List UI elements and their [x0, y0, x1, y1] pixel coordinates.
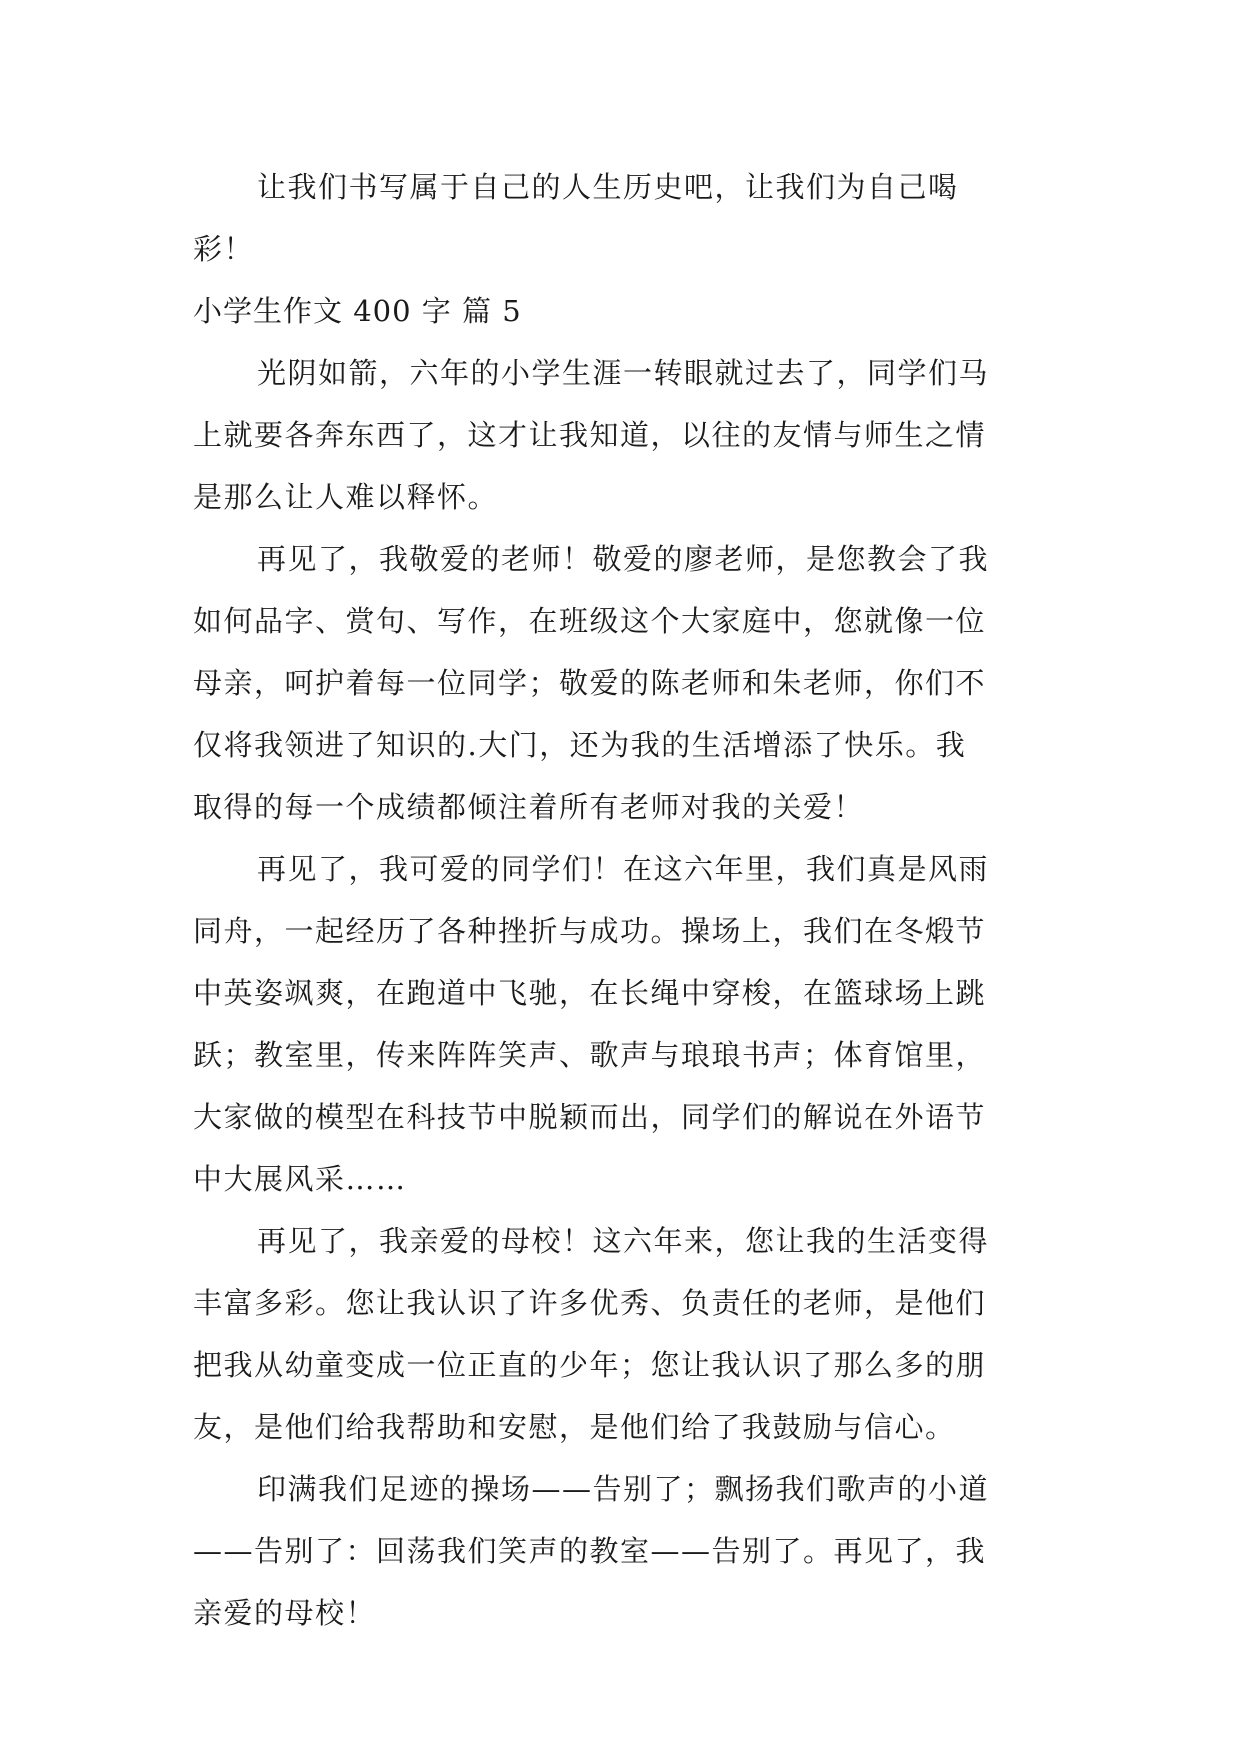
paragraph-line: 同舟，一起经历了各种挫折与成功。操场上，我们在冬煅节 [193, 914, 987, 948]
paragraph-line: 友，是他们给我帮助和安慰，是他们给了我鼓励与信心。 [193, 1410, 956, 1444]
paragraph-line: 把我从幼童变成一位正直的少年；您让我认识了那么多的朋 [193, 1348, 987, 1382]
paragraph-line: 跃；教室里，传来阵阵笑声、歌声与琅琅书声；体育馆里， [193, 1038, 987, 1072]
paragraph-line: 再见了，我敬爱的老师！敬爱的廖老师，是您教会了我 [257, 542, 990, 576]
paragraph-line: ——告别了：回荡我们笑声的教室——告别了。再见了，我 [193, 1534, 987, 1568]
paragraph-line: 是那么让人难以释怀。 [193, 480, 499, 514]
paragraph-line: 让我们书写属于自己的人生历史吧，让我们为自己喝 [257, 170, 959, 204]
paragraph-line: 光阴如箭，六年的小学生涯一转眼就过去了，同学们马 [257, 356, 990, 390]
paragraph-line: 丰富多彩。您让我认识了许多优秀、负责任的老师，是他们 [193, 1286, 987, 1320]
paragraph-line: 彩！ [193, 232, 255, 266]
paragraph-line: 仅将我领进了知识的.大门，还为我的生活增添了快乐。我 [193, 728, 967, 762]
paragraph-line: 取得的每一个成绩都倾注着所有老师对我的关爱！ [193, 790, 865, 824]
section-heading: 小学生作文 400 字 篇 5 [193, 294, 522, 328]
paragraph-line: 如何品字、赏句、写作，在班级这个大家庭中，您就像一位 [193, 604, 987, 638]
paragraph-line: 中大展风采…… [193, 1162, 407, 1196]
paragraph-line: 中英姿飒爽，在跑道中飞驰，在长绳中穿梭，在篮球场上跳 [193, 976, 987, 1010]
paragraph-line: 再见了，我亲爱的母校！这六年来，您让我的生活变得 [257, 1224, 990, 1258]
paragraph-line: 印满我们足迹的操场——告别了；飘扬我们歌声的小道 [257, 1472, 990, 1506]
paragraph-line: 大家做的模型在科技节中脱颖而出，同学们的解说在外语节 [193, 1100, 987, 1134]
paragraph-line: 再见了，我可爱的同学们！在这六年里，我们真是风雨 [257, 852, 990, 886]
paragraph-line: 上就要各奔东西了，这才让我知道，以往的友情与师生之情 [193, 418, 987, 452]
document-page [193, 156, 1055, 1644]
paragraph-line: 母亲，呵护着每一位同学；敬爱的陈老师和朱老师，你们不 [193, 666, 987, 700]
paragraph-line: 亲爱的母校！ [193, 1596, 377, 1630]
